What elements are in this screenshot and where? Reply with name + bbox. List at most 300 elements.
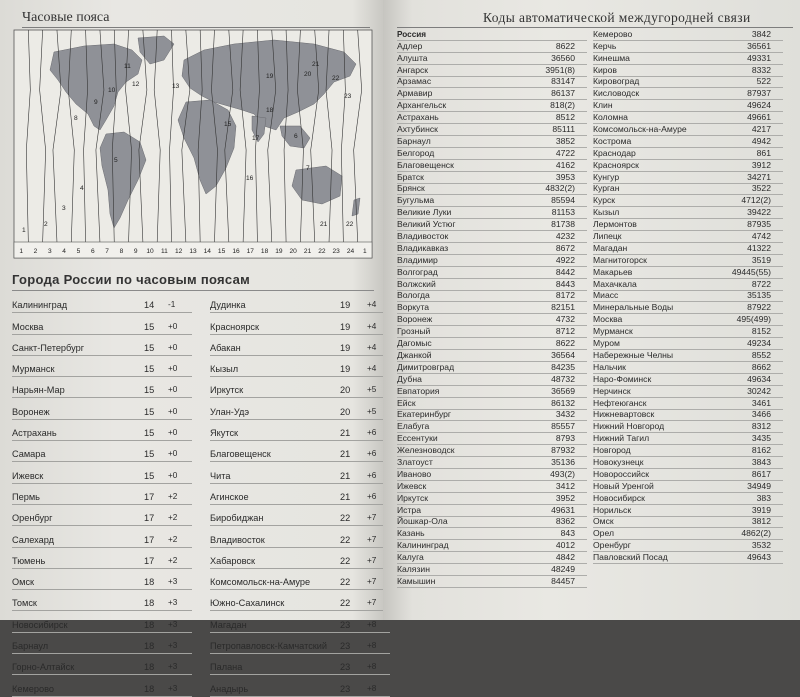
- city-name: Нальчик: [593, 361, 626, 372]
- city-name: Улан-Удэ: [210, 406, 250, 417]
- city-row: [210, 505, 390, 526]
- city-name: Пермь: [12, 491, 40, 502]
- code-row: [397, 291, 587, 303]
- city-name: Камышин: [397, 575, 436, 586]
- code-row: [397, 493, 587, 505]
- city-name: Ахтубинск: [397, 124, 438, 135]
- city-name: Магадан: [593, 242, 628, 253]
- city-offset: +5: [367, 406, 377, 416]
- city-name: Калининград: [397, 540, 449, 551]
- zone-number-label: 21: [303, 248, 312, 255]
- dialing-code: 49234: [747, 338, 771, 349]
- code-row: [397, 528, 587, 540]
- dialing-code: 84235: [551, 361, 575, 372]
- code-row: [397, 410, 587, 422]
- dialing-code: 4732: [555, 314, 575, 325]
- dialing-code: 81153: [551, 207, 575, 218]
- city-name: Владикавказ: [397, 242, 449, 253]
- city-offset: +7: [367, 598, 377, 608]
- city-row: [210, 633, 390, 654]
- code-row: [397, 53, 587, 65]
- zone-inner-label: 12: [132, 81, 140, 88]
- city-name: Кисловодск: [593, 88, 640, 99]
- city-zone: 21: [340, 428, 351, 439]
- right-page: [383, 0, 800, 620]
- code-row: [593, 386, 783, 398]
- code-row: [593, 493, 783, 505]
- dialing-code: 8443: [555, 278, 575, 289]
- city-row: [12, 335, 192, 356]
- city-name: Джанкой: [397, 349, 432, 360]
- dialing-code: 4722: [555, 147, 575, 158]
- city-name: Благовещенск: [397, 159, 454, 170]
- code-row: [397, 433, 587, 445]
- city-name: Владивосток: [210, 534, 265, 545]
- city-offset: +4: [367, 321, 377, 331]
- city-row: [210, 484, 390, 505]
- city-zone: 18: [144, 662, 155, 673]
- city-row: [210, 335, 390, 356]
- city-name: Коломна: [593, 112, 628, 123]
- city-name: Набережные Челны: [593, 349, 674, 360]
- code-row: [593, 136, 783, 148]
- code-row: [593, 41, 783, 53]
- city-name: Воркута: [397, 302, 430, 313]
- dialing-code: 85594: [551, 195, 575, 206]
- code-row: [397, 41, 587, 53]
- code-row: [397, 136, 587, 148]
- dialing-code: 8152: [751, 326, 771, 337]
- city-offset: +8: [367, 641, 377, 651]
- code-row: [593, 552, 783, 564]
- code-row: [397, 148, 587, 160]
- city-offset: +3: [168, 619, 178, 629]
- city-offset: +6: [367, 449, 377, 459]
- city-name: Мурманск: [12, 364, 55, 375]
- city-name: Кызыл: [210, 364, 239, 375]
- code-row: [593, 29, 783, 41]
- dialing-code: 41322: [747, 242, 771, 253]
- city-zone: 18: [144, 598, 155, 609]
- city-offset: -1: [168, 300, 176, 310]
- city-name: Красноярск: [593, 159, 639, 170]
- dialing-code: 30242: [747, 385, 771, 396]
- zone-number-label: 4: [62, 248, 66, 255]
- city-name: Елабуга: [397, 421, 430, 432]
- dialing-code: 8162: [751, 445, 771, 456]
- city-row: [12, 292, 192, 313]
- city-offset: +4: [367, 342, 377, 352]
- dialing-code: 49634: [747, 373, 771, 384]
- city-name: Муром: [593, 338, 620, 349]
- zone-inner-label: 21: [320, 221, 328, 228]
- city-offset: +3: [168, 641, 178, 651]
- city-name: Калининград: [12, 300, 68, 311]
- dialing-code: 84457: [551, 575, 575, 586]
- header-rule: [397, 27, 793, 28]
- city-name: Казань: [397, 528, 425, 539]
- code-row: [593, 53, 783, 65]
- zone-number-label: 23: [332, 248, 340, 255]
- zone-inner-label: 7: [306, 165, 310, 172]
- city-name: Кызыл: [593, 207, 620, 218]
- code-row: [397, 279, 587, 291]
- city-row: [12, 505, 192, 526]
- city-offset: +5: [367, 385, 377, 395]
- dialing-code: 81738: [551, 219, 575, 230]
- code-row: [397, 77, 587, 89]
- dialing-code: 3522: [751, 183, 771, 194]
- zone-number-label: 3: [47, 248, 52, 255]
- world-time-zone-map: [14, 30, 372, 258]
- city-name: Москва: [593, 314, 623, 325]
- code-row: [593, 124, 783, 136]
- code-row: [397, 517, 587, 529]
- city-zone: 22: [340, 577, 351, 588]
- dialing-code: 85111: [552, 124, 575, 135]
- code-row: [397, 421, 587, 433]
- code-row: [593, 148, 783, 160]
- code-row: [397, 540, 587, 552]
- city-offset: +6: [367, 470, 377, 480]
- city-name: Владимир: [397, 254, 438, 265]
- code-row: [593, 505, 783, 517]
- city-name: Липецк: [593, 231, 622, 242]
- city-offset: +8: [367, 683, 377, 693]
- city-name: Новый Уренгой: [593, 480, 654, 491]
- city-name: Астрахань: [12, 428, 57, 439]
- zone-number-label: 15: [217, 248, 226, 255]
- dialing-code: 8312: [751, 421, 771, 432]
- city-zone: 15: [144, 342, 155, 353]
- zone-number-label: 1: [19, 248, 24, 255]
- city-offset: +8: [367, 662, 377, 672]
- code-row: [593, 65, 783, 77]
- city-name: Лермонтов: [593, 219, 637, 230]
- dialing-code: 522: [756, 76, 771, 87]
- dialing-code: 4742: [751, 231, 771, 242]
- header-rule: [22, 27, 370, 28]
- code-row: [397, 172, 587, 184]
- city-name: Магнитогорск: [593, 254, 647, 265]
- city-name: Тюмень: [12, 555, 46, 566]
- code-row: [593, 100, 783, 112]
- zone-inner-label: 19: [266, 73, 274, 80]
- dialing-code: 4162: [555, 159, 575, 170]
- code-row: [397, 112, 587, 124]
- code-row: [397, 184, 587, 196]
- city-name: Палана: [210, 662, 243, 673]
- code-row: [593, 184, 783, 196]
- city-row: [12, 356, 192, 377]
- dialing-code: 86137: [551, 88, 575, 99]
- dialing-code: 3852: [555, 135, 575, 146]
- code-row: [593, 457, 783, 469]
- dialing-code: 3461: [751, 397, 771, 408]
- code-row: [593, 398, 783, 410]
- city-zone: 18: [144, 683, 155, 694]
- city-zone: 15: [144, 449, 155, 460]
- city-row: [12, 377, 192, 398]
- city-name: Керчь: [593, 40, 617, 51]
- city-name: Мурманск: [593, 326, 633, 337]
- zone-inner-label: 21: [312, 61, 320, 68]
- city-offset: +0: [168, 364, 178, 374]
- left-page: [0, 0, 383, 694]
- city-offset: +2: [168, 534, 178, 544]
- city-name: Брянск: [397, 183, 425, 194]
- dialing-code: 3953: [555, 171, 575, 182]
- city-row: [210, 441, 390, 462]
- zone-inner-label: 2: [44, 221, 48, 228]
- city-zone: 15: [144, 470, 155, 481]
- code-row: [593, 410, 783, 422]
- city-offset: +0: [168, 385, 178, 395]
- city-name: Белгород: [397, 147, 435, 158]
- dialing-code: 4217: [751, 124, 771, 135]
- city-name: Барнаул: [397, 135, 431, 146]
- city-name: Новгород: [593, 445, 631, 456]
- code-row: [593, 207, 783, 219]
- city-name: Ижевск: [12, 470, 44, 481]
- city-zone: 15: [144, 364, 155, 375]
- city-zone: 23: [340, 641, 351, 652]
- code-row: [593, 469, 783, 481]
- code-row: [397, 243, 587, 255]
- city-offset: +0: [168, 449, 178, 459]
- zone-inner-label: 6: [294, 133, 298, 140]
- code-row: [593, 255, 783, 267]
- zone-number-label: 22: [318, 248, 326, 255]
- city-name: Воронеж: [397, 314, 433, 325]
- dialing-code: 861: [756, 147, 771, 158]
- code-row: [397, 195, 587, 207]
- city-row: [210, 313, 390, 334]
- code-row: [593, 172, 783, 184]
- dialing-code: 3843: [751, 456, 771, 467]
- dialing-code: 39422: [747, 207, 771, 218]
- code-row: [397, 350, 587, 362]
- city-zone: 20: [340, 406, 351, 417]
- zone-inner-label: 10: [108, 87, 116, 94]
- dialing-code: 35136: [551, 456, 575, 467]
- city-row: [12, 675, 192, 696]
- dialing-code: 48732: [551, 373, 575, 384]
- code-row: [397, 219, 587, 231]
- zone-inner-label: 4: [80, 185, 84, 192]
- zone-number-label: 5: [76, 248, 81, 255]
- country-heading-row: [397, 29, 587, 41]
- city-offset: +4: [367, 364, 377, 374]
- code-row: [397, 160, 587, 172]
- city-row: [12, 548, 192, 569]
- city-name: Астрахань: [397, 112, 439, 123]
- dialing-code: 3952: [555, 492, 575, 503]
- dialing-code: 3951(8): [545, 64, 575, 75]
- city-name: Калуга: [397, 552, 424, 563]
- city-name: Биробиджан: [210, 513, 264, 524]
- dialing-code: 3912: [751, 159, 771, 170]
- dialing-codes-title: Коды автоматической междугородней связи: [483, 10, 751, 25]
- code-row: [397, 231, 587, 243]
- city-zone: 23: [340, 619, 351, 630]
- city-row: [210, 569, 390, 590]
- city-offset: +7: [367, 513, 377, 523]
- code-row: [593, 350, 783, 362]
- dialing-code: 4842: [555, 552, 575, 563]
- zone-number-label: 12: [175, 248, 183, 255]
- code-row: [397, 386, 587, 398]
- dialing-code: 3519: [751, 254, 771, 265]
- city-name: Дудинка: [210, 300, 246, 311]
- zone-inner-label: 20: [304, 71, 312, 78]
- city-row: [12, 654, 192, 675]
- dialing-code: 8362: [555, 516, 575, 527]
- city-zone: 17: [144, 534, 155, 545]
- dialing-code: 36560: [551, 52, 575, 63]
- city-name: Макарьев: [593, 266, 633, 277]
- city-name: Ангарск: [397, 64, 429, 75]
- dialing-code: 8622: [555, 338, 575, 349]
- zone-number-label: 18: [260, 248, 269, 255]
- cities-column-2: [210, 292, 390, 697]
- city-name: Иркутск: [397, 492, 429, 503]
- city-name: Новосибирск: [593, 492, 645, 503]
- zone-number-label: 17: [246, 248, 254, 255]
- city-zone: 17: [144, 513, 155, 524]
- city-name: Омск: [12, 577, 35, 588]
- code-row: [397, 469, 587, 481]
- city-offset: +0: [168, 321, 178, 331]
- city-name: Томск: [12, 598, 37, 609]
- dialing-code: 35135: [747, 290, 771, 301]
- zone-inner-label: 16: [246, 175, 254, 182]
- cities-column-1: [12, 292, 192, 697]
- zone-inner-label: 23: [344, 93, 352, 100]
- city-zone: 17: [144, 555, 155, 566]
- city-offset: +7: [367, 577, 377, 587]
- zone-inner-label: 22: [346, 221, 354, 228]
- dialing-code: 34949: [747, 480, 771, 491]
- dialing-code: 3842: [751, 28, 771, 39]
- city-row: [210, 420, 390, 441]
- code-row: [593, 374, 783, 386]
- city-name: Благовещенск: [210, 449, 271, 460]
- dialing-code: 8442: [555, 266, 575, 277]
- city-name: Наро-Фоминск: [593, 373, 652, 384]
- city-name: Армавир: [397, 88, 433, 99]
- dialing-code: 3919: [751, 504, 771, 515]
- dialing-code: 8172: [555, 290, 575, 301]
- city-offset: +3: [168, 598, 178, 608]
- city-zone: 21: [340, 491, 351, 502]
- dialing-code: 36561: [747, 40, 771, 51]
- city-name: Агинское: [210, 491, 249, 502]
- city-name: Иваново: [397, 468, 432, 479]
- city-offset: +2: [168, 513, 178, 523]
- dialing-code: 36564: [551, 349, 575, 360]
- city-name: Дагомыс: [397, 338, 432, 349]
- city-offset: +6: [367, 428, 377, 438]
- city-name: Волжский: [397, 278, 436, 289]
- dialing-code: 8332: [751, 64, 771, 75]
- dialing-code: 87932: [551, 445, 575, 456]
- city-name: Новороссийск: [593, 468, 650, 479]
- zone-inner-label: 17: [252, 135, 260, 142]
- city-name: Орел: [593, 528, 614, 539]
- code-row: [397, 374, 587, 386]
- code-row: [397, 338, 587, 350]
- city-name: Новокузнецк: [593, 456, 644, 467]
- time-zones-title: Часовые пояса: [22, 10, 110, 25]
- dialing-code: 8512: [555, 112, 575, 123]
- dialing-code: 493(2): [550, 468, 575, 479]
- city-offset: +0: [168, 406, 178, 416]
- city-name: Хабаровск: [210, 555, 256, 566]
- code-row: [593, 338, 783, 350]
- code-row: [593, 279, 783, 291]
- code-row: [397, 314, 587, 326]
- code-row: [397, 445, 587, 457]
- dialing-code: 8672: [555, 242, 575, 253]
- code-row: [593, 77, 783, 89]
- city-offset: +3: [168, 662, 178, 672]
- city-name: Курск: [593, 195, 616, 206]
- city-name: Евпатория: [397, 385, 440, 396]
- dialing-code: 3532: [751, 540, 771, 551]
- city-name: Йошкар-Ола: [397, 516, 448, 527]
- city-name: Магадан: [210, 619, 247, 630]
- dialing-code: 87922: [747, 302, 771, 313]
- cities-section-title: Города России по часовым поясам: [12, 272, 251, 287]
- code-row: [593, 160, 783, 172]
- city-zone: 18: [144, 577, 155, 588]
- dialing-code: 87937: [747, 88, 771, 99]
- dialing-code: 4232: [555, 231, 575, 242]
- code-row: [397, 326, 587, 338]
- city-name: Бугульма: [397, 195, 435, 206]
- city-name: Чита: [210, 470, 231, 481]
- city-row: [12, 398, 192, 419]
- city-name: Ижевск: [397, 480, 427, 491]
- city-name: Истра: [397, 504, 421, 515]
- code-row: [397, 564, 587, 576]
- city-name: Кемерово: [12, 683, 54, 694]
- city-name: Воронеж: [12, 406, 50, 417]
- zone-inner-label: 5: [114, 157, 118, 164]
- city-row: [210, 356, 390, 377]
- city-name: Великий Устюг: [397, 219, 456, 230]
- code-row: [397, 207, 587, 219]
- dialing-code: 8552: [751, 349, 771, 360]
- city-offset: +6: [367, 491, 377, 501]
- dialing-code: 85557: [551, 421, 575, 432]
- city-name: Железноводск: [397, 445, 455, 456]
- city-zone: 15: [144, 428, 155, 439]
- zone-number-label: 13: [189, 248, 197, 255]
- city-name: Кострома: [593, 135, 632, 146]
- city-name: Анадырь: [210, 683, 249, 694]
- dialing-code: 36569: [551, 385, 575, 396]
- code-row: [593, 362, 783, 374]
- code-row: [397, 88, 587, 100]
- zone-number-label: 7: [105, 248, 109, 255]
- dialing-code: 3812: [751, 516, 771, 527]
- city-offset: +0: [168, 470, 178, 480]
- city-name: Кировоград: [593, 76, 640, 87]
- code-row: [397, 255, 587, 267]
- city-name: Златоуст: [397, 456, 433, 467]
